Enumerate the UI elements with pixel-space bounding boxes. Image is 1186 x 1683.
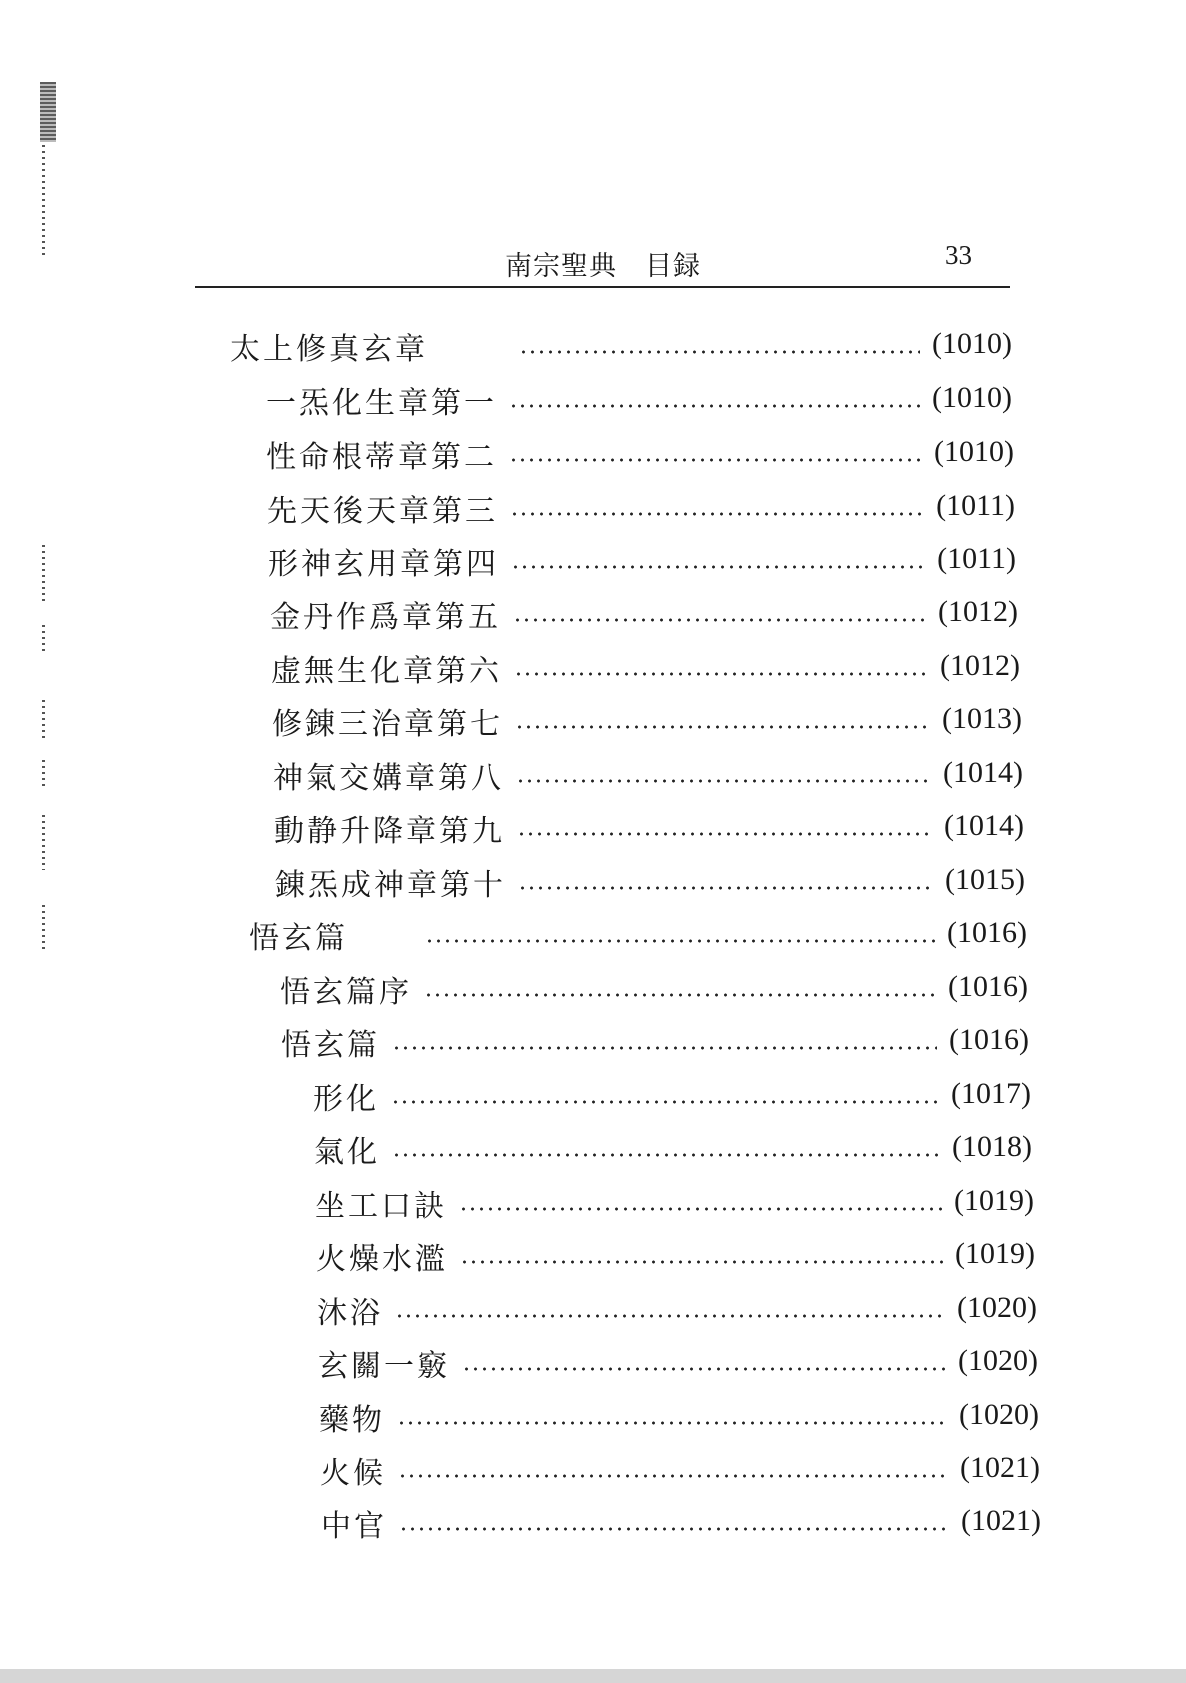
toc-entry xyxy=(230,322,1012,368)
toc-entry xyxy=(270,590,1018,636)
toc-entry-page: (1012) xyxy=(940,649,1020,682)
dot-leader xyxy=(510,510,924,518)
dot-leader xyxy=(516,777,931,785)
toc-entry-page: (1020) xyxy=(959,1398,1039,1431)
toc-entry xyxy=(266,376,1012,422)
toc-entry-page: (1016) xyxy=(948,970,1028,1003)
scan-artifact xyxy=(42,700,45,740)
toc-entry-page: (1016) xyxy=(949,1023,1029,1056)
dot-leader xyxy=(392,1151,940,1159)
toc-entry-page: (1021) xyxy=(960,1451,1040,1484)
dot-leader xyxy=(425,937,935,945)
toc-entry xyxy=(275,858,1025,904)
toc-entry xyxy=(274,804,1024,850)
toc-entry-page: (1014) xyxy=(943,756,1023,789)
toc-entry-title: 一炁化生章第一 xyxy=(266,386,497,421)
toc-entry-title: 火燥水濫 xyxy=(316,1242,448,1277)
dot-leader xyxy=(518,884,933,892)
toc-entry-title: 氣化 xyxy=(314,1135,380,1170)
toc-entry xyxy=(320,1446,1040,1492)
toc-entry-title: 太上修真玄章 xyxy=(230,332,428,367)
header-title: 南宗聖典 目録 xyxy=(505,251,701,282)
toc-entry-title: 藥物 xyxy=(319,1403,385,1438)
toc-entry-title: 神氣交媾章第八 xyxy=(273,761,504,796)
toc-entry-title: 先天後天章第三 xyxy=(267,494,498,529)
dot-leader xyxy=(462,1365,946,1373)
toc-entry-page: (1015) xyxy=(945,863,1025,896)
dot-leader xyxy=(517,830,932,838)
toc-entry-title: 性命根蒂章第二 xyxy=(266,440,497,475)
toc-entry-page: (1020) xyxy=(958,1344,1038,1377)
toc-entry-page: (1021) xyxy=(961,1504,1041,1537)
scan-artifact xyxy=(42,625,45,655)
toc-entry-title: 修錬三治章第七 xyxy=(272,707,503,742)
toc-entry-title: 錬炁成神章第十 xyxy=(275,868,506,903)
toc-entry-title: 火候 xyxy=(320,1456,386,1491)
toc-entry-page: (1019) xyxy=(955,1237,1035,1270)
scan-artifact xyxy=(42,815,45,870)
toc-entry-page: (1017) xyxy=(951,1077,1031,1110)
toc-entry-title: 悟玄篇 xyxy=(249,921,348,956)
toc-entry xyxy=(266,430,1014,476)
toc-entry-title: 沐浴 xyxy=(317,1296,383,1331)
toc-entry-page: (1010) xyxy=(932,327,1012,360)
dot-leader xyxy=(509,456,922,464)
running-header xyxy=(195,238,1010,288)
scan-artifact xyxy=(40,82,56,142)
dot-leader xyxy=(519,348,920,356)
toc-entry xyxy=(316,1232,1035,1278)
toc-entry xyxy=(313,1072,1031,1118)
dot-leader xyxy=(397,1419,947,1427)
dot-leader xyxy=(424,991,936,999)
toc-entry-title: 悟玄篇序 xyxy=(280,975,412,1010)
toc-entry xyxy=(318,1339,1038,1385)
toc-entry-title: 玄關一竅 xyxy=(318,1349,450,1384)
dot-leader xyxy=(392,1044,937,1052)
toc-entry-title: 形神玄用章第四 xyxy=(268,547,499,582)
dot-leader xyxy=(395,1312,945,1320)
dot-leader xyxy=(511,563,925,571)
toc-entry-title: 形化 xyxy=(313,1082,379,1117)
toc-entry xyxy=(267,484,1015,530)
toc-entry-page: (1010) xyxy=(932,381,1012,414)
toc-entry xyxy=(317,1286,1037,1332)
scan-edge xyxy=(0,1669,1186,1683)
toc-entry-page: (1012) xyxy=(938,595,1018,628)
toc-entry xyxy=(281,1018,1029,1064)
dot-leader xyxy=(514,670,928,678)
toc-entry xyxy=(319,1393,1039,1439)
toc-entry xyxy=(280,965,1028,1011)
toc-entry-title: 金丹作爲章第五 xyxy=(270,600,501,635)
toc-entry xyxy=(268,537,1016,583)
scan-artifact xyxy=(42,905,45,950)
toc-entry-page: (1014) xyxy=(944,809,1024,842)
dot-leader xyxy=(459,1205,942,1213)
dot-leader xyxy=(513,616,926,624)
toc-entry-title: 坐工口訣 xyxy=(315,1189,447,1224)
dot-leader xyxy=(398,1472,948,1480)
toc-entry-page: (1020) xyxy=(957,1291,1037,1324)
toc-entry-page: (1013) xyxy=(942,702,1022,735)
dot-leader xyxy=(460,1258,943,1266)
toc-entry-title: 動静升降章第九 xyxy=(274,814,505,849)
scan-artifact xyxy=(42,760,45,790)
toc-entry-page: (1019) xyxy=(954,1184,1034,1217)
toc-entry xyxy=(273,751,1023,797)
toc-entry-title: 悟玄篇 xyxy=(281,1028,380,1063)
toc-entry xyxy=(272,697,1022,743)
dot-leader xyxy=(391,1098,939,1106)
page-number: 33 xyxy=(945,240,972,270)
toc-entry xyxy=(271,644,1020,690)
scan-artifact xyxy=(42,545,45,605)
dot-leader xyxy=(399,1525,949,1533)
scan-artifact xyxy=(42,145,45,255)
toc-entry-page: (1018) xyxy=(952,1130,1032,1163)
toc-entry xyxy=(315,1179,1034,1225)
toc-entry-title: 虚無生化章第六 xyxy=(271,654,502,689)
toc-entry xyxy=(314,1125,1032,1171)
toc-entry-page: (1010) xyxy=(934,435,1014,468)
toc-entry-page: (1011) xyxy=(937,542,1016,575)
dot-leader xyxy=(515,723,930,731)
toc-entry-page: (1016) xyxy=(947,916,1027,949)
toc-entry-title: 中官 xyxy=(321,1509,387,1544)
toc-entry xyxy=(249,911,1027,957)
toc-entry-page: (1011) xyxy=(936,489,1015,522)
toc-entry xyxy=(321,1499,1041,1545)
dot-leader xyxy=(509,402,920,410)
